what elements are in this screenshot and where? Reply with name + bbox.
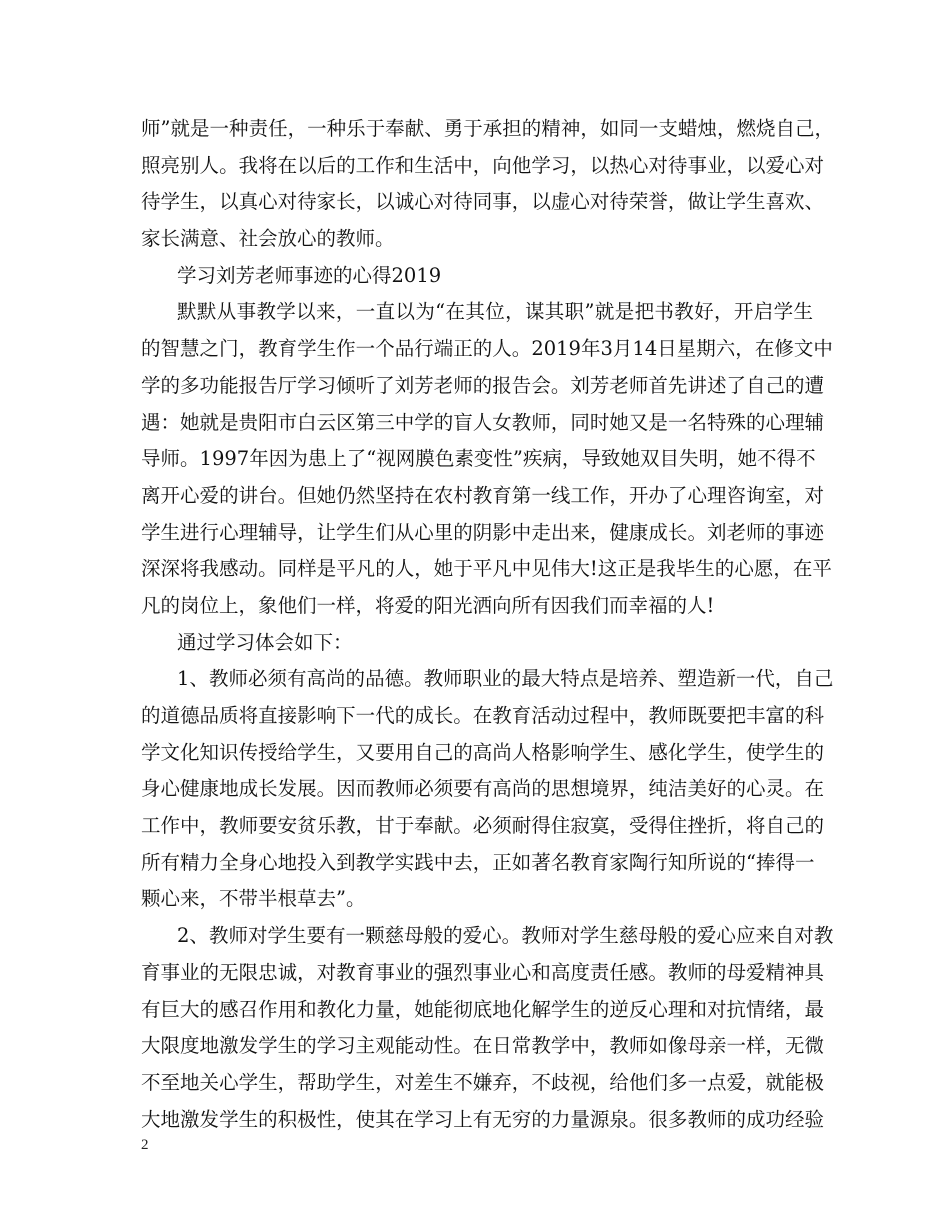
text-line: 的 智 慧 之 门 ， 教 育 学 生 作 一 个 品 行 端 正 的 人 。 2019 年 3 月 14 日 星 期 六 ， 在 修 文 中 (141, 337, 833, 361)
text-line: 凡的岗位上，象他们一样，将爱的阳光洒向所有因我们而幸福的人! (141, 593, 715, 617)
text-line: 导 师 。 1997 年 因 为 患 上 了 “ 视 网 膜 色 素 变 性 ” 疾 病 ， 导 致 她 双 目 失 明 ， 她 不 得 不 (141, 447, 816, 471)
text-line: 育 事 业 的 无 限 忠 诚 ， 对 教 育 事 业 的 强 烈 事 业 心 和 高 度 责 任 感 。 教 师 的 母 爱 精 神 具 (141, 960, 825, 984)
text-line: 2 、 教 师 对 学 生 要 有 一 颗 慈 母 般 的 爱 心 。 教 师 对 学 生 慈 母 般 的 爱 心 应 来 自 对 教 (177, 924, 834, 948)
text-line: 家长满意、社会放心的教师。 (141, 227, 395, 251)
text-line: 学习刘芳老师事迹的心得2019 (177, 263, 442, 287)
body-text (141, 111, 835, 1138)
text-line: 学 文 化 知 识 传 授 给 学 生 ， 又 要 用 自 己 的 高 尚 人 格 影 响 学 生 、 感 化 学 生 ， 使 学 生 的 (141, 740, 825, 764)
text-line: 师 ” 就 是 一 种 责 任 ， 一 种 乐 于 奉 献 、 勇 于 承 担 的 精 神 ， 如 同 一 支 蜡 烛 ， 燃 烧 自 己 ， (141, 117, 835, 140)
text-line: 有 巨 大 的 感 召 作 用 和 教 化 力 量 ， 她 能 彻 底 地 化 解 学 生 的 逆 反 心 理 和 对 抗 情 绪 ， 最 (141, 997, 825, 1021)
text-line: 不 至 地 关 心 学 生 ， 帮 助 学 生 ， 对 差 生 不 嫌 弃 ， 不 歧 视 ， 给 他 们 多 一 点 爱 ， 就 能 极 (141, 1070, 825, 1094)
text-line: 默 默 从 事 教 学 以 来 ， 一 直 以 为 “ 在 其 位 ， 谋 其 职 ” 就 是 把 书 教 好 ， 开 启 学 生 (177, 300, 813, 324)
text-line: 照 亮 别 人 。 我 将 在 以 后 的 工 作 和 生 活 中 ， 向 他 学 习 ， 以 热 心 对 待 事 业 ， 以 爱 心 对 (141, 153, 825, 177)
text-line: 身 心 健 康 地 成 长 发 展 。 因 而 教 师 必 须 要 有 高 尚 的 思 想 境 界 ， 纯 洁 美 好 的 心 灵 。 在 (141, 777, 825, 801)
text-line: 大 限 度 地 激 发 学 生 的 学 习 主 观 能 动 性 。 在 日 常 教 学 中 ， 教 师 如 像 母 亲 一 样 ， 无 微 (141, 1034, 825, 1058)
text-line: 通过学习体会如下： (177, 630, 353, 654)
text-line: 待 学 生 ， 以 真 心 对 待 家 长 ， 以 诚 心 对 待 同 事 ， 以 虚 心 对 待 荣 誉 ， 做 让 学 生 喜 欢 、 (141, 190, 825, 214)
text-line: 所 有 精 力 全 身 心 地 投 入 到 教 学 实 践 中 去 ， 正 如 著 名 教 育 家 陶 行 知 所 说 的 “ 捧 得 一 (141, 850, 815, 874)
page-number: 2 (141, 1137, 149, 1153)
text-line: 1 、 教 师 必 须 有 高 尚 的 品 德 。 教 师 职 业 的 最 大 特 点 是 培 养 、 塑 造 新 一 代 ， 自 己 (177, 667, 834, 691)
text-line: 深 深 将 我 感 动 。 同 样 是 平 凡 的 人 ， 她 于 平 凡 中 见 伟 大 ! 这 正 是 我 毕 生 的 心 愿 ， 在 平 (141, 557, 832, 581)
text-line: 的 道 德 品 质 将 直 接 影 响 下 一 代 的 成 长 。 在 教 育 活 动 过 程 中 ， 教 师 既 要 把 丰 富 的 科 (141, 704, 825, 727)
text-line: 遇 ： 她 就 是 贵 阳 市 白 云 区 第 三 中 学 的 盲 人 女 教 师 ， 同 时 她 又 是 一 名 特 殊 的 心 理 辅 (141, 410, 825, 434)
text-line: 颗心来，不带半根草去”。 (141, 887, 366, 911)
text-line: 学 的 多 功 能 报 告 厅 学 习 倾 听 了 刘 芳 老 师 的 报 告 会 。 刘 芳 老 师 首 先 讲 述 了 自 己 的 遭 (141, 373, 825, 397)
text-line: 学 生 进 行 心 理 辅 导 ， 让 学 生 们 从 心 里 的 阴 影 中 走 出 来 ， 健 康 成 长 。 刘 老 师 的 事 迹 (141, 520, 825, 544)
text-line: 工 作 中 ， 教 师 要 安 贫 乐 教 ， 甘 于 奉 献 。 必 须 耐 得 住 寂 寞 ， 受 得 住 挫 折 ， 将 自 己 的 (141, 814, 825, 838)
text-line: 大 地 激 发 学 生 的 积 极 性 ， 使 其 在 学 习 上 有 无 穷 的 力 量 源 泉 。 很 多 教 师 的 成 功 经 验 (141, 1107, 825, 1131)
text-line: 离 开 心 爱 的 讲 台 。 但 她 仍 然 坚 持 在 农 村 教 育 第 一 线 工 作 ， 开 办 了 心 理 咨 询 室 ， 对 (141, 483, 825, 507)
